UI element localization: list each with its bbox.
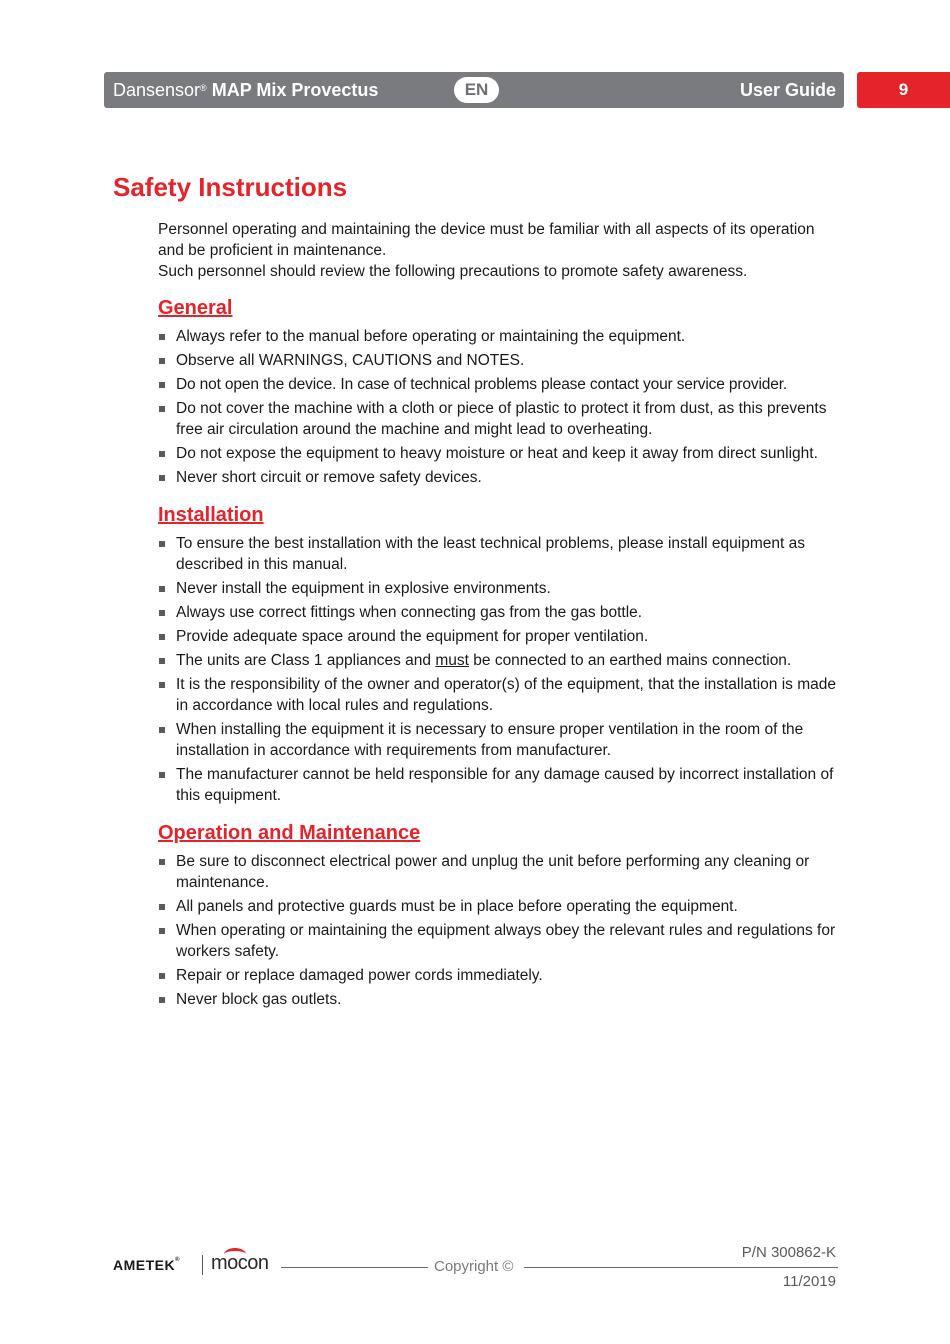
list-item: When operating or maintaining the equipment always obey the relevant rules and regulations for workers safety. [158, 920, 842, 962]
list-item: The manufacturer cannot be held responsible for any damage caused by incorrect installation of this equipment. [158, 764, 842, 806]
emphasis-must: must [435, 652, 469, 669]
square-bullet-icon [159, 997, 165, 1003]
list-item: The units are Class 1 appliances and must be connected to an earthed mains connection. [158, 650, 842, 671]
list-item: Never install the equipment in explosive environments. [158, 578, 842, 599]
intro-paragraph: Such personnel should review the following precautions to promote safety awareness. [158, 263, 748, 280]
list-item: Do not open the device. In case of technical problems please contact your service provider. [158, 374, 842, 395]
list-item: Repair or replace damaged power cords immediately. [158, 965, 842, 986]
page-title: Safety Instructions [113, 172, 348, 202]
square-bullet-icon [159, 610, 165, 616]
section-heading-installation: Installation [158, 504, 264, 526]
header-product-title [113, 72, 378, 108]
page-number: 9 [857, 72, 950, 108]
square-bullet-icon [159, 682, 165, 688]
square-bullet-icon [159, 406, 165, 412]
installation-list [158, 533, 842, 806]
brand-name: Dansensor [113, 80, 201, 100]
operation-list [158, 851, 842, 1010]
square-bullet-icon [159, 475, 165, 481]
copyright-text: Copyright © [434, 1258, 514, 1275]
list-item: Always refer to the manual before operating or maintaining the equipment. [158, 326, 842, 347]
square-bullet-icon [159, 358, 165, 364]
section-heading-operation: Operation and Maintenance [158, 822, 421, 844]
mocon-logo: mocon [211, 1252, 269, 1274]
language-badge: EN [454, 77, 499, 103]
list-item: Observe all WARNINGS, CAUTIONS and NOTES. [158, 350, 842, 371]
square-bullet-icon [159, 541, 165, 547]
guide-title: User Guide [739, 80, 836, 100]
square-bullet-icon [159, 928, 165, 934]
logo-divider [202, 1255, 203, 1275]
list-item: It is the responsibility of the owner and operator(s) of the equipment, that the installation is made in accordance with local rules and regulations. [158, 674, 842, 716]
list-item: All panels and protective guards must be in place before operating the equipment. [158, 896, 842, 917]
list-item: To ensure the best installation with the least technical problems, please install equipment as described in this manual. [158, 533, 842, 575]
intro-paragraph: Personnel operating and maintaining the device must be familiar with all aspects of its operation and be proficient in maintenance. [158, 221, 815, 259]
square-bullet-icon [159, 451, 165, 457]
list-item: Do not expose the equipment to heavy moisture or heat and keep it away from direct sunlight. [158, 443, 842, 464]
footer-divider-left [281, 1267, 428, 1268]
square-bullet-icon [159, 658, 165, 664]
registered-mark: ® [200, 83, 207, 93]
square-bullet-icon [159, 634, 165, 640]
square-bullet-icon [159, 859, 165, 865]
list-item: Never block gas outlets. [158, 989, 842, 1010]
square-bullet-icon [159, 382, 165, 388]
part-number: P/N 300862-K [741, 1244, 836, 1261]
square-bullet-icon [159, 904, 165, 910]
list-item: Be sure to disconnect electrical power and unplug the unit before performing any cleaning or maintenance. [158, 851, 842, 893]
document-date: 11/2019 [782, 1273, 836, 1290]
general-list [158, 326, 842, 488]
list-item: When installing the equipment it is necessary to ensure proper ventilation in the room of the installation in accordance with requirements from manufacturer. [158, 719, 842, 761]
header-bar [104, 72, 844, 108]
product-name: MAP Mix Provectus [211, 80, 379, 100]
list-item: Do not cover the machine with a cloth or piece of plastic to protect it from dust, as this prevents free air circulation around the machine and might lead to overheating. [158, 398, 842, 440]
square-bullet-icon [159, 973, 165, 979]
section-heading-general: General [158, 297, 233, 319]
main-content [158, 219, 842, 1013]
square-bullet-icon [159, 334, 165, 340]
list-item: Provide adequate space around the equipment for proper ventilation. [158, 626, 842, 647]
list-item: Always use correct fittings when connecting gas from the gas bottle. [158, 602, 842, 623]
square-bullet-icon [159, 727, 165, 733]
intro-text [158, 219, 842, 282]
list-item: Never short circuit or remove safety devices. [158, 467, 842, 488]
footer-divider-right [524, 1267, 838, 1268]
square-bullet-icon [159, 586, 165, 592]
square-bullet-icon [159, 772, 165, 778]
ametek-logo: AMETEK® [113, 1257, 181, 1273]
